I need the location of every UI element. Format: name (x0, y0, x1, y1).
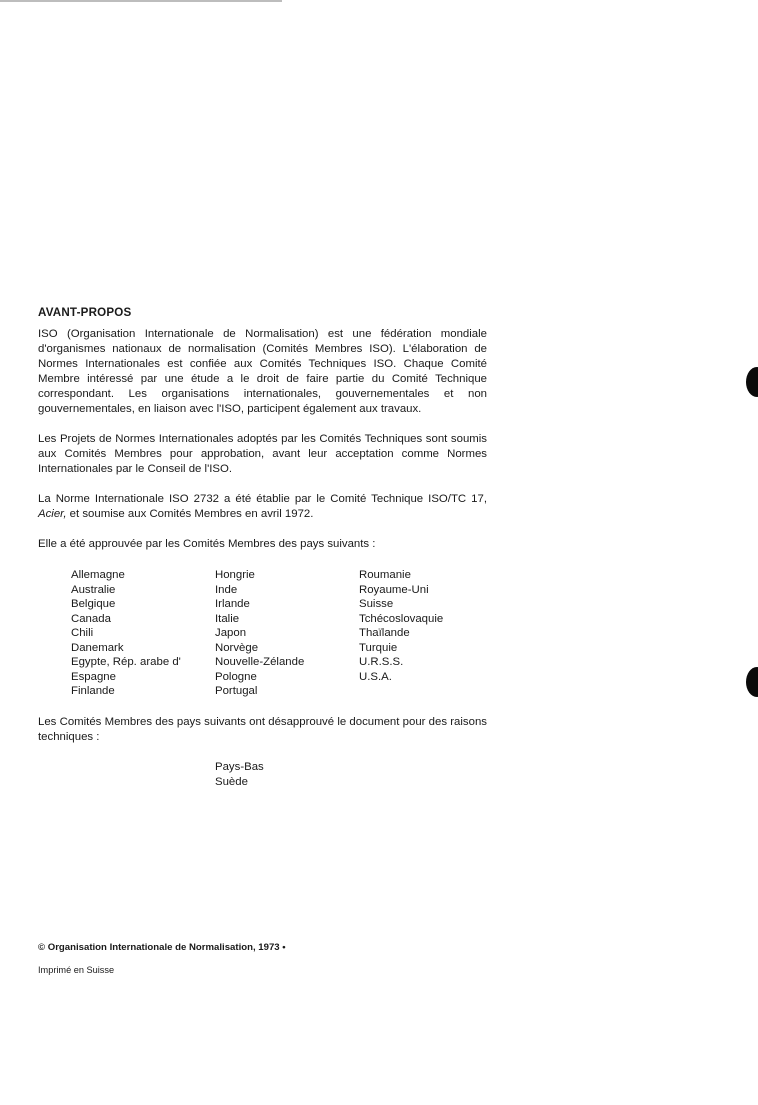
country-name: Norvège (215, 641, 259, 654)
countries-column-3 (359, 568, 489, 699)
country-name: Finlande (71, 685, 115, 697)
country-name: Turquie (359, 641, 398, 654)
binder-punch-hole (746, 667, 758, 697)
country-name: Inde (215, 583, 238, 596)
country-name: Royaume-Uni (359, 583, 429, 596)
origin-text-end: et soumise aux Comités Membres en avril 1972. (69, 508, 314, 520)
country-name: Portugal (215, 685, 258, 697)
binder-punch-hole (746, 367, 758, 397)
country-name: Canada (71, 612, 111, 625)
country-name: Suisse (359, 598, 394, 610)
country-name: Japon (215, 627, 247, 639)
foreword-heading: AVANT-PROPOS (38, 306, 132, 319)
country-name: Australie (71, 583, 116, 596)
printed-in-notice: Imprimé en Suisse (38, 965, 115, 975)
country-name: Thaïlande (359, 627, 410, 639)
page-footer (38, 942, 286, 975)
disapproving-countries-list (215, 760, 487, 790)
country-name: Irlande (215, 598, 250, 610)
foreword-section (38, 305, 487, 790)
paragraph-approval-intro: Elle a été approuvée par les Comités Membres des pays suivants : (38, 538, 376, 550)
countries-column-1 (71, 568, 215, 699)
country-name: Hongrie (215, 569, 255, 581)
country-name: Allemagne (71, 569, 125, 581)
origin-text-start: La Norme Internationale ISO 2732 a été établie par le Comité Technique ISO/TC 17, (38, 493, 487, 505)
country-name: Danemark (71, 641, 124, 654)
paragraph-draft-approval: Les Projets de Normes Internationales adoptés par les Comités Techniques sont soumis aux Comités Membres pour approbation, avant leur acceptation comme Normes Internationales par le Conseil de l'ISO. (38, 433, 487, 475)
country-name: Suède (215, 775, 248, 788)
copyright-notice: © Organisation Internationale de Normalisation, 1973 • (38, 942, 286, 953)
country-name: Espagne (71, 670, 116, 683)
paragraph-disapproval-intro: Les Comités Membres des pays suivants ont désapprouvé le document pour des raisons techniques : (38, 715, 487, 743)
country-name: Nouvelle-Zélande (215, 656, 305, 668)
country-name: Roumanie (359, 569, 411, 581)
country-name: Italie (215, 612, 240, 625)
approving-countries-list (71, 568, 487, 699)
country-name: Belgique (71, 598, 116, 610)
origin-committee-name: Acier, (38, 508, 67, 520)
country-name: Tchécoslovaquie (359, 612, 444, 625)
country-name: U.S.A. (359, 670, 392, 683)
country-name: Pologne (215, 670, 257, 683)
country-name: U.R.S.S. (359, 656, 404, 668)
country-name: Chili (71, 627, 94, 639)
country-name: Egypte, Rép. arabe d' (71, 656, 181, 668)
country-name: Pays-Bas (215, 760, 264, 773)
countries-column-2 (215, 568, 359, 699)
top-rule (0, 0, 282, 2)
paragraph-iso-intro: ISO (Organisation Internationale de Normalisation) est une fédération mondiale d'organismes nationaux de normalisation (Comités Membres ISO). L'élaboration de Normes Internationales est confiée aux Comités Techniques ISO. Chaque Comité Membre intéressé par une étude a le droit de faire partie du Comité Technique correspondant. Les organisations internationales, gouvernementales et non gouvernementales, en liaison avec l'ISO, participent également aux travaux. (38, 328, 487, 415)
paragraph-standard-origin (38, 492, 487, 522)
